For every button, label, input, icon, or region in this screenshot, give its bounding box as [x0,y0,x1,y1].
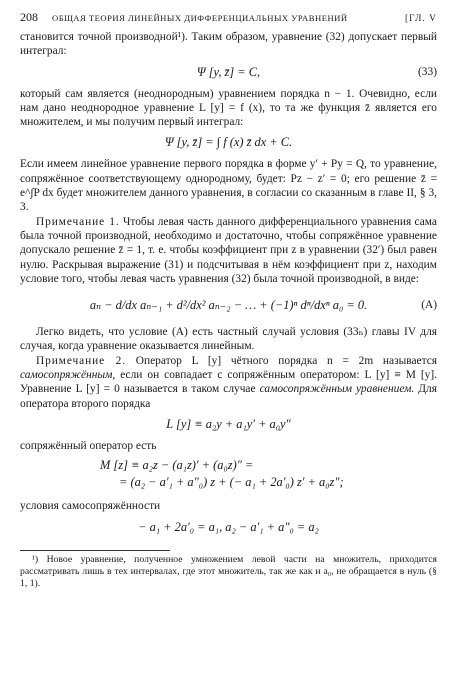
paragraph-1: становится точной производной¹). Таким образом, уравнение (32) допускает первый интеграл: [20,31,437,58]
term-self-adjoint-equation: самосопряжённым уравнением. [259,383,415,396]
equation-A-body: aₙ − d/dx aₙ₋₁ + d²/dx² aₙ₋₂ − … + (−1)ⁿ dⁿ/dxⁿ a₀ = 0. [89,298,368,313]
chapter-label: [ГЛ. V [405,14,437,24]
equation-first-integral-body: Ψ [y, z̄] = ∫ f (x) z̄ dx + C. [164,135,293,150]
equation-adjoint-M-line-2: = (a₂ − a′₁ + a″₀) z + (− a₁ + 2a′₀) z′ + a₀z″; [119,475,344,490]
footnote-rule [20,550,170,551]
footnote [20,554,437,591]
paragraph-4: Легко видеть, что условие (A) есть частный случай условия (33ₙ) главы IV для случая, когда уравнение оказывается линейным. [20,326,437,353]
paragraph-2: который сам является (неоднородным) уравнением порядка n − 1. Очевидно, если нам дано неоднородное уравнение L [y] = f (x), то та же функция z̄ является его множителем, и мы получим первый интеграл: [20,87,437,129]
running-title: ОБЩАЯ ТЕОРИЯ ЛИНЕЙНЫХ ДИФФЕРЕНЦИАЛЬНЫХ УРАВНЕНИЙ [52,13,348,23]
note-1-text: Чтобы левая часть данного дифференциального уравнения сама была точной производной, необходимо и достаточно, чтобы сопряжённое уравнение допускало решение z̄ = 1, т. е. чтобы коэффициент при z в уравнении (32′) был равен нулю. Раскрывая выражение (31) и подсчитывая в нём коэффициент при z, находим условие того, чтобы левая часть уравнения (32) была точной производной, в виде: [20,215,437,285]
equation-adjoint-M-line-1: M [z] ≡ a₂z − (a₁z)′ + (a₀z)″ = [100,458,254,473]
paragraph-3: Если имеем линейное уравнение первого порядка в форме y′ + Py = Q, то уравнение, сопряжённое соответствующему однородному, будет: Pz − z′ = 0; его решение z̄ = e^∫P dx будет множителем данного уравнения, в согласии со сказанным в главе II, § 3, 3. [20,158,437,214]
note-2-text-b: если он совпадает с сопряжённым оператором: L [y] ≡ M [y]. Уравнение L [y] = 0 называется в таком случае [20,369,437,396]
equation-A-number: (A) [421,299,437,312]
equation-operator-L-body: L [y] ≡ a₂y + a₁y′ + a₀y″ [166,416,291,431]
page-number: 208 [20,10,38,24]
equation-33 [20,64,437,81]
running-header [20,10,437,26]
equation-33-number: (33) [418,65,437,78]
equation-first-integral [20,134,437,151]
equation-self-adjoint-conditions-body: − a₁ + 2a′₀ = a₁, a₂ − a′₁ + a″₀ = a₂ [138,519,319,534]
note-2-label: Примечание 2. [36,354,127,367]
note-1-label: Примечание 1. [36,215,120,228]
equation-operator-L [20,416,437,433]
footnote-text: ¹) Новое уравнение, полученное умножением левой части на множитель, приходится рассматривать лишь в тех интервалах, где этот множитель, так же как и a₀, не обращается в нуль (§ 1, 1). [20,553,437,589]
term-self-adjoint-operator: самосопряжённым, [20,369,116,382]
equation-33-body: Ψ [y, z̄] = C, [196,64,261,79]
note-1 [20,215,437,286]
paragraph-6: условия самосопряжённости [20,500,161,513]
equation-self-adjoint-conditions [20,519,437,536]
note-2-text-c: Для оператора второго порядка [20,383,437,410]
equation-A [20,292,437,318]
paragraph-5: сопряжённый оператор есть [20,439,157,452]
note-2 [20,354,437,411]
note-2-text-a: Оператор L [y] чётного порядка n = 2m называется [135,354,437,367]
